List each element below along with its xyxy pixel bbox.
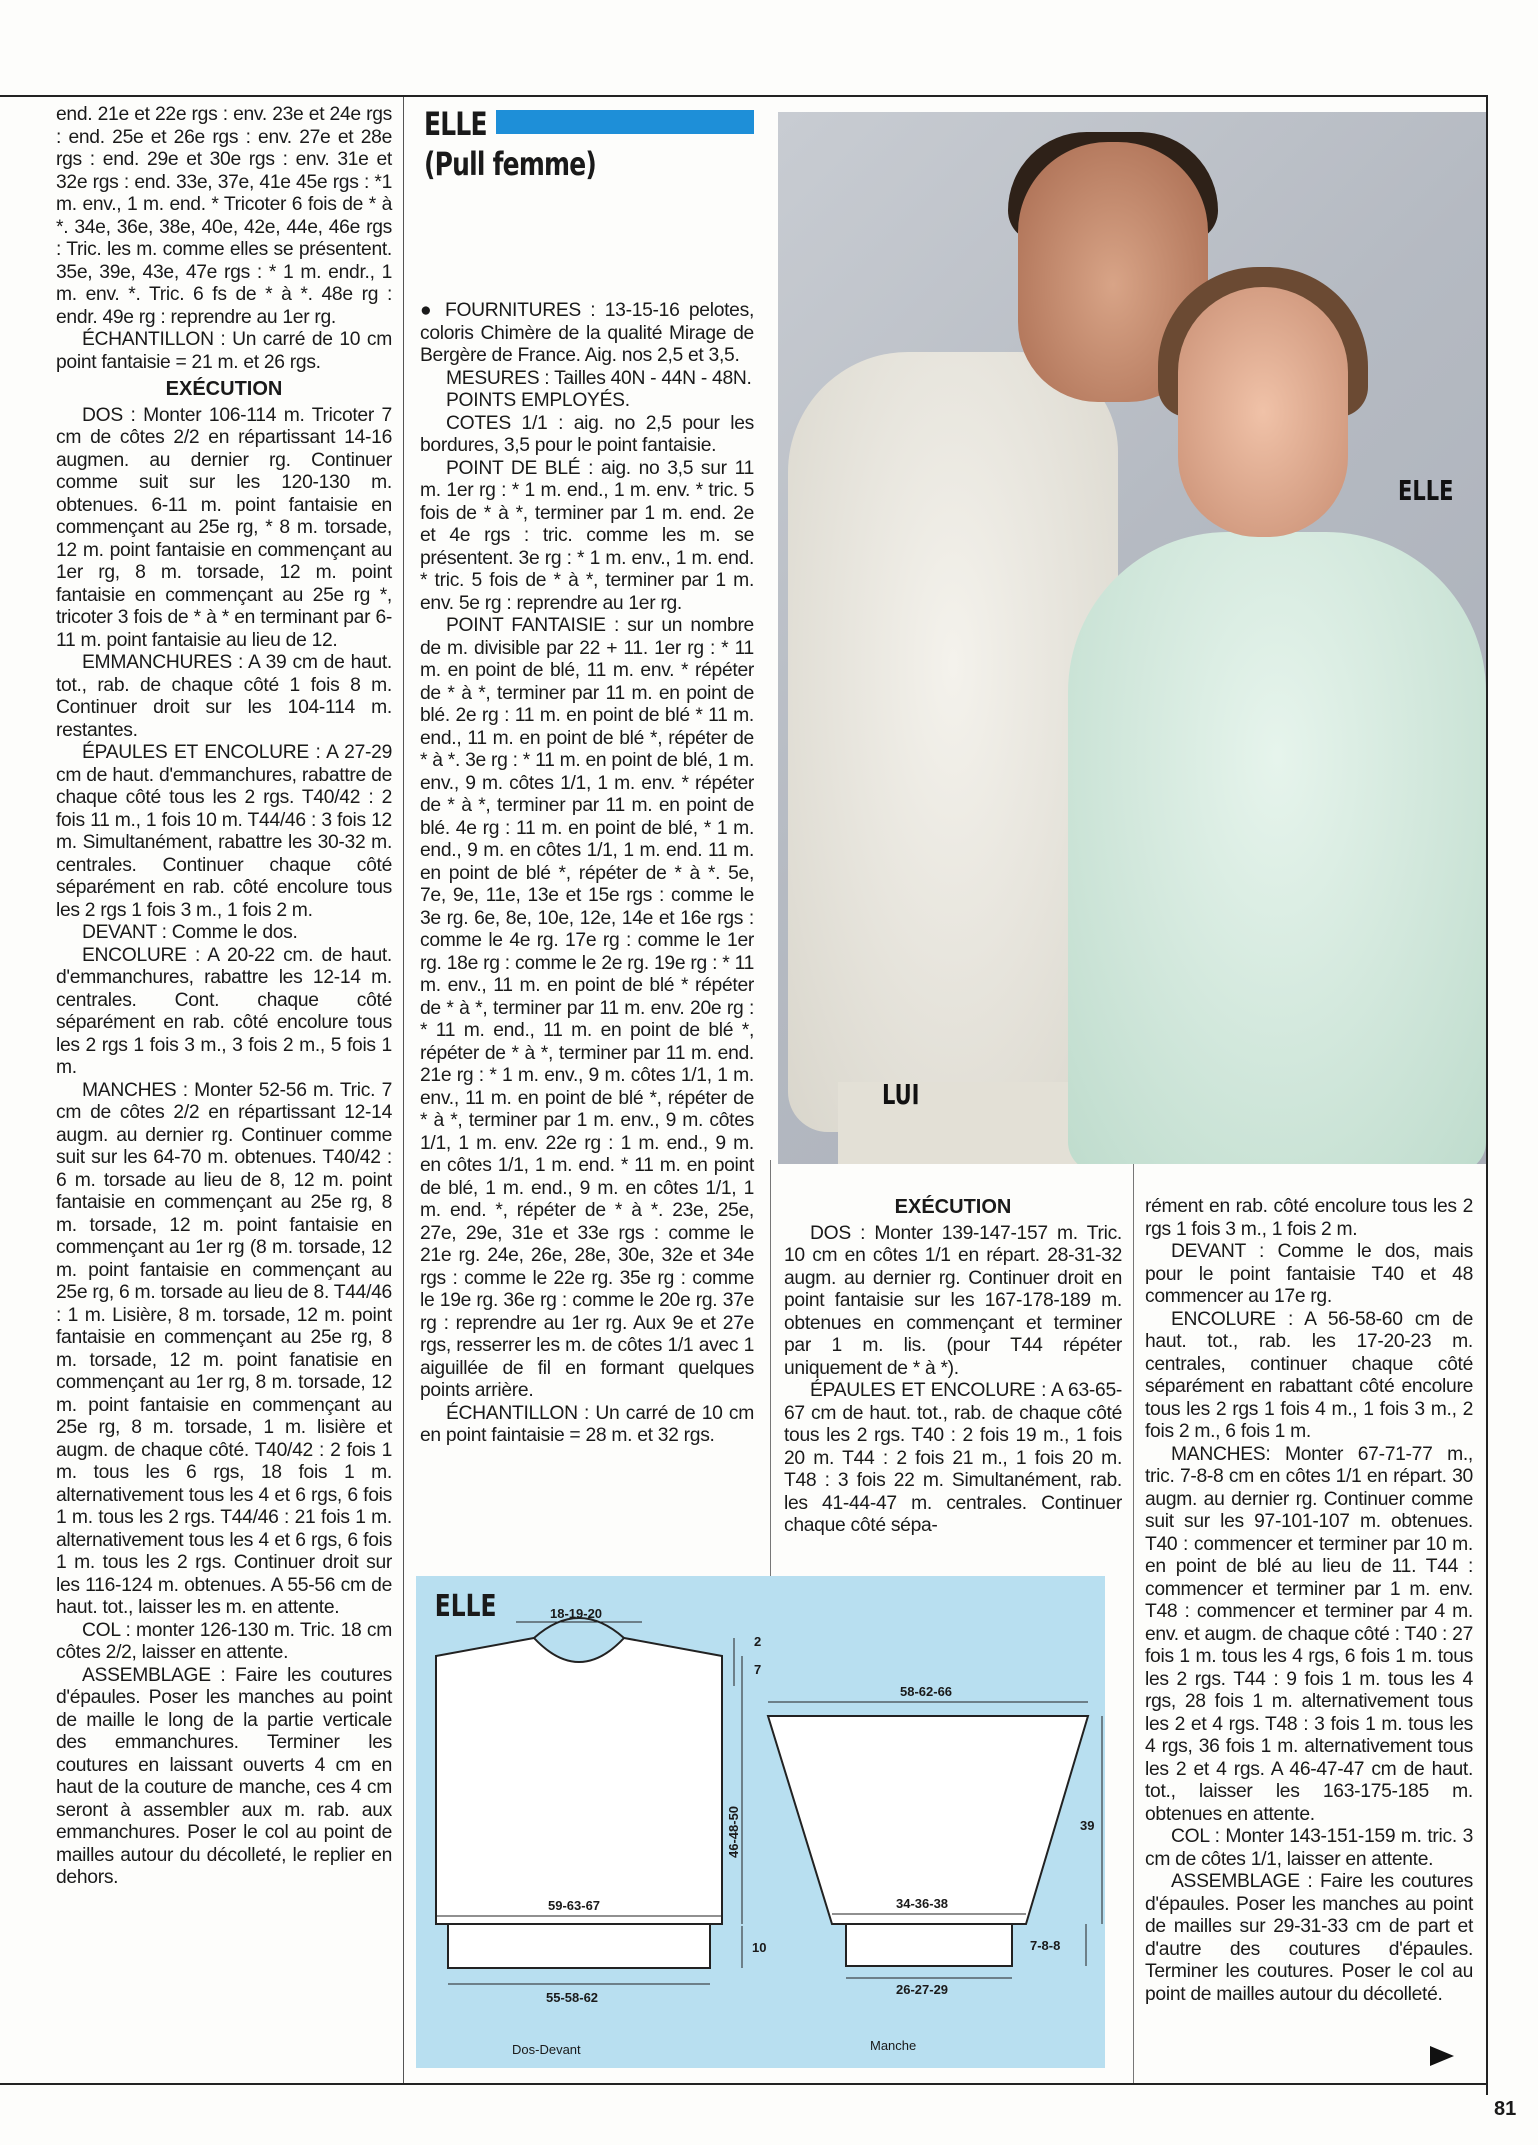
- paragraph-assemblage: ASSEMBLAGE : Faire les coutures d'épaules. Poser les manches au point de mailles sur 29-31-33 cm de part et d'autre des coutures d'épaules. Terminer les coutures. Poser le col au point de mailles autour du décolleté.: [1145, 1871, 1473, 2005]
- paragraph-continuation: rément en rab. côté encolure tous les 2 rgs 1 fois 3 m., 1 fois 2 m.: [1145, 1196, 1473, 1240]
- label-neck-depth: 7: [754, 1662, 762, 1677]
- label-neck-width: 18-19-20: [550, 1606, 603, 1621]
- pattern-diagram: [416, 1576, 1105, 2068]
- paragraph-echantillon: ÉCHANTILLON : Un carré de 10 cm point fantaisie = 21 m. et 26 rgs.: [56, 329, 392, 373]
- label-body-width: 59-63-67: [548, 1898, 601, 1913]
- title-line-1: ELLE: [424, 105, 487, 143]
- bottom-rule: [0, 2083, 1488, 2085]
- label-shoulder-drop: 2: [754, 1634, 762, 1649]
- continue-arrow-icon: [1430, 2046, 1454, 2066]
- text-column-1: [56, 104, 392, 1890]
- paragraph-fournitures: ● FOURNITURES : 13-15-16 pelotes, coloris Chimère de la qualité Mirage de Bergère de France. Aig. nos 2,5 et 3,5.: [420, 300, 754, 366]
- photo-label-elle: ELLE: [1398, 474, 1454, 507]
- section-heading-execution: EXÉCUTION: [894, 1196, 1012, 1218]
- section-heading-execution: EXÉCUTION: [165, 378, 283, 400]
- paragraph-point-ble: POINT DE BLÉ : aig. no 3,5 sur 11 m. 1er rg : * 1 m. end., 1 m. env. * tric. 5 fois de * à *, terminer par 1 m. end. 2e et 4e rgs : tric. comme les m. se présentent. 3e rg : * 1 m. env., 1 m. end. * tric. 5 fois de * à *, terminer par 1 m. env. 5e rg : reprendre au 1er rg.: [420, 457, 754, 614]
- label-cuff-height: 7-8-8: [1030, 1938, 1061, 1953]
- label-sleeve: Manche: [870, 2038, 917, 2053]
- paragraph-points-employes: POINTS EMPLOYÉS.: [446, 390, 630, 411]
- top-rule: [0, 95, 1488, 97]
- label-sleeve-height: 39: [1080, 1818, 1095, 1833]
- paragraph-cotes: COTES 1/1 : aig. no 2,5 pour les bordures, 3,5 pour le point fantaisie.: [420, 412, 754, 456]
- title-line-2: (Pull femme): [424, 145, 597, 183]
- body-piece-drawing: [436, 1618, 742, 1984]
- paragraph-devant: DEVANT : Comme le dos.: [82, 922, 298, 943]
- column-separator: [770, 1160, 771, 1583]
- paragraph-devant: DEVANT : Comme le dos, mais pour le point fantaisie T40 et 48 commencer au 17e rg.: [1145, 1241, 1473, 1307]
- paragraph-epaules: ÉPAULES ET ENCOLURE : A 63-65-67 cm de haut. tot., rab. de chaque côté tous les 2 rgs. T40 : 2 fois 19 m., 1 fois 20 m. T44 : 2 fois 21 m., 1 fois 20 m. T48 : 3 fois 22 m. Simultanément, rab. les 41-44-47 m. centrales. Continuer chaque côté sépa-: [784, 1380, 1122, 1536]
- page-number: 81: [1494, 2098, 1517, 2120]
- pattern-diagram-svg: [416, 1576, 1105, 2068]
- label-sleeve-top-width: 58-62-66: [900, 1684, 953, 1699]
- label-cuff-width: 26-27-29: [896, 1982, 949, 1997]
- paragraph-continuation: end. 21e et 22e rgs : env. 23e et 24e rgs : end. 25e et 26e rgs : env. 27e et 28e rgs : end. 29e et 30e rgs : env. 31e et 32e rgs : end. 33e, 37e, 41e 45e rgs : *1 m. env., 1 m. end. * Tricoter 6 fois de * à *. 34e, 36e, 38e, 40e, 42e, 44e, 46e rgs : Tric. les m. comme elles se présentent. 35e, 39e, 43e, 47e rgs : * 1 m. endr., 1 m. env. *. Tric. 6 fs de * à *. 48e rg : endr. 49e rg : reprendre au 1er rg.: [56, 104, 392, 328]
- text-column-3: [784, 1196, 1122, 1538]
- label-body-height: 46-48-50: [726, 1805, 741, 1858]
- paragraph-col: COL : Monter 143-151-159 m. tric. 3 cm de côtes 1/1, laisser en attente.: [1145, 1826, 1473, 1870]
- text-column-4: [1145, 1196, 1473, 2006]
- paragraph-dos: DOS : Monter 106-114 m. Tricoter 7 cm de côtes 2/2 en répartissant 14-16 augmen. au dernier rg. Continuer comme suit sur les 120-130 m. obtenues. 6-11 m. point fantaisie en commençant au 25e rg, * 8 m. torsade, 12 m. point fantaisie en commençant au 1er rg, 8 m. torsade, 12 m. point fantaisie en commençant au 25e rg *, tricoter 3 fois de * à * en terminant par 6-11 m. point fantaisie au lieu de 12.: [56, 404, 392, 651]
- column-separator: [1133, 1160, 1134, 2083]
- sleeve-piece-drawing: [768, 1702, 1102, 1978]
- paragraph-manches: MANCHES : Monter 52-56 m. Tric. 7 cm de côtes 2/2 en répartissant 12-14 augm. au dernier rg. Continuer comme suit sur les 64-70 m. obtenues. T40/42 : 6 m. torsade au lieu de 8, 12 m. point fantaisie en commençant au 25e rg, 8 m. torsade, 12 m. point fantaisie en commençant au 1er rg (8 m. torsade, 12 m. point fantaisie en commençant au 25e rg, 6 m. torsade au lieu de 8. T44/46 : 1 m. Lisière, 8 m. torsade, 12 m. point fantaisie en commençant au 25e rg, 8 m. torsade, 12 m. point fanatisie en commençant au 1er rg, 8 m. torsade, 12 m. point fantaisie en commençant au 25e rg, 8 m. torsade, 1 m. lisière et augm. de chaque côté. T40/42 : 2 fois 1 m. tous les 6 rgs, 18 fois 1 m. alternativement tous les 4 et 6 rgs, 6 fois 1 m. tous les 2 rgs. T44/46 : 21 fois 1 m. alternativement tous les 4 et 6 rgs, 6 fois 1 m. tous les 2 rgs. Continuer droit sur les 116-124 m. obtenues. A 55-56 cm de haut. tot., laisser les m. en attente.: [56, 1079, 392, 1618]
- photo-woman-sweater: [1068, 532, 1486, 1164]
- paragraph-encolure: ENCOLURE : A 20-22 cm. de haut. d'emmanchures, rabattre les 12-14 m. centrales. Cont. chaque côté séparément en rab. côté encolure tous les 2 rgs 1 fois 3 m., 3 fois 2 m., 5 fois 1 m.: [56, 944, 392, 1078]
- column-separator: [403, 97, 404, 2083]
- paragraph-col: COL : monter 126-130 m. Tric. 18 cm côtes 2/2, laisser en attente.: [56, 1619, 392, 1663]
- paragraph-point-fantaisie: POINT FANTAISIE : sur un nombre de m. divisible par 22 + 11. 1er rg : * 11 m. en point de blé, 11 m. env. * répéter de * à *, terminer par 11 m. en point de blé. 2e rg : 11 m. en point de blé * 11 m. end., 11 m. en point de blé *, répéter de * à *. 3e rg : * 11 m. en point de blé, 1 m. env., 9 m. côtes 1/1, 1 m. env. * répéter de * à *, terminer par 11 m. en point de blé. 4e rg : 11 m. en point de blé, * 1 m. end., 9 m. en côtes 1/1, 1 m. end. 11 m. en point de blé *, répéter de * à *. 5e, 7e, 9e, 11e, 13e et 15e rgs : comme le 3e rg. 6e, 8e, 10e, 12e, 14e et 16e rgs : comme le 4e rg. 17e rg : comme le 1er rg. 18e rg : comme le 2e rg. 19e rg : * 11 m. env., 11 m. en point de blé * répéter de * à *, terminer par 11 m. env. 20e rg : * 11 m. end., 11 m. en point de blé *, répéter de * à *, terminer par 11 m. end. 21e rg : * 1 m. env., 9 m. côtes 1/1, 1 m. env., 11 m. en point de blé *, répéter de * à *, terminer par 1 m. env., 9 m. côtes 1/1, 1 m. env. 22e rg : 1 m. end., 9 m. en côtes 1/1, 1 m. end. * 11 m. en point de blé, 1 m. end., 9 m. en côtes 1/1, 1 m. end. *, répéter de * à *. 23e, 25e, 27e, 29e, 31e et 33e rgs : comme le 21e rg. 24e, 26e, 28e, 30e, 32e et 34e rgs : comme le 22e rg. 35e rg : comme le 19e rg. 36e rg : comme le 20e rg. 37e rg : reprendre au 1er rg. Aux 9e et 27e rgs, resserrer les m. de côtes 1/1 avec 1 aiguillée de fil en formant quelques points arrière.: [420, 615, 754, 1401]
- paragraph-manches: MANCHES: Monter 67-71-77 m., tric. 7-8-8 cm en côtes 1/1 en répart. 30 augm. au dernier rg. Continuer comme suit sur les 97-101-107 m. obtenues. T40 : commencer et terminer par 10 m. en point de blé au lieu de 11. T44 : commencer et terminer par 1 m. env. T48 : commencer et terminer par 4 m. env. et augm. de chaque côté : T40 : 27 fois 1 m. tous les 4 rgs, 6 fois 1 m. tous les 2 rgs. T44 : 9 fois 1 m. tous les 4 rgs, 28 fois 1 m. alternativement tous les 2 et 4 rgs. T48 : 3 fois 1 m. tous les 4 rgs, 36 fois 1 m. alternativement tous les 2 et 4 rgs. A 46-47-47 cm de haut. tot., laisser les 163-175-185 m. obtenues en attente.: [1145, 1443, 1473, 1825]
- label-rib-width: 55-58-62: [546, 1990, 599, 2005]
- fashion-photo: [778, 112, 1486, 1164]
- label-sleeve-bottom-width: 34-36-38: [896, 1896, 949, 1911]
- photo-label-lui: LUI: [882, 1078, 920, 1111]
- article-title: [424, 104, 596, 184]
- right-rule: [1486, 95, 1488, 2095]
- label-front-back: Dos-Devant: [512, 2042, 581, 2057]
- text-column-2: [420, 300, 754, 1448]
- paragraph-dos: DOS : Monter 139-147-157 m. Tric. 10 cm en côtes 1/1 en répart. 28-31-32 augm. au dernier rg. Continuer droit en point fantaisie sur les 167-178-189 m. obtenues en commençant et terminer par 1 m. lis. (pour T44 répéter uniquement de * à *).: [784, 1222, 1122, 1379]
- paragraph-encolure: ENCOLURE : A 56-58-60 cm de haut. tot., rab. les 17-20-23 m. centrales, continuer chaque côté séparément en rabattant côté encolure tous les 2 rgs 1 fois 4 m., 1 fois 3 m., 2 fois 2 m., 6 fois 1 m.: [1145, 1308, 1473, 1442]
- paragraph-emmanchures: EMMANCHURES : A 39 cm de haut. tot., rab. de chaque côté 1 fois 8 m. Continuer droit sur les 104-114 m. restantes.: [56, 652, 392, 741]
- paragraph-mesures: MESURES : Tailles 40N - 44N - 48N.: [446, 367, 752, 389]
- paragraph-echantillon: ÉCHANTILLON : Un carré de 10 cm en point faintaisie = 28 m. et 32 rgs.: [420, 1402, 754, 1446]
- paragraph-assemblage: ASSEMBLAGE : Faire les coutures d'épaules. Poser les manches au point de maille le long de la partie verticale des emmanchures. Terminer les coutures en laissant ouverts 4 cm en haut de la couture de manche, ces 4 cm seront à assembler aux m. rab. aux emmanchures. Poser le col au point de mailles autour du décolleté, le replier en dehors.: [56, 1664, 392, 1888]
- photo-woman-face: [1178, 287, 1348, 537]
- diagram-title: ELLE: [434, 1589, 497, 1624]
- paragraph-epaules: ÉPAULES ET ENCOLURE : A 27-29 cm de haut. d'emmanchures, rabattre de chaque côté tous les 2 rgs. T40/42 : 2 fois 11 m., 1 fois 10 m. T44/46 : 3 fois 12 m. Simultanément, rabattre les 30-32 m. centrales. Continuer chaque côté séparément en rab. côté encolure tous les 2 rgs 1 fois 3 m., 1 fois 2 m.: [56, 742, 392, 921]
- label-rib-height: 10: [752, 1940, 767, 1955]
